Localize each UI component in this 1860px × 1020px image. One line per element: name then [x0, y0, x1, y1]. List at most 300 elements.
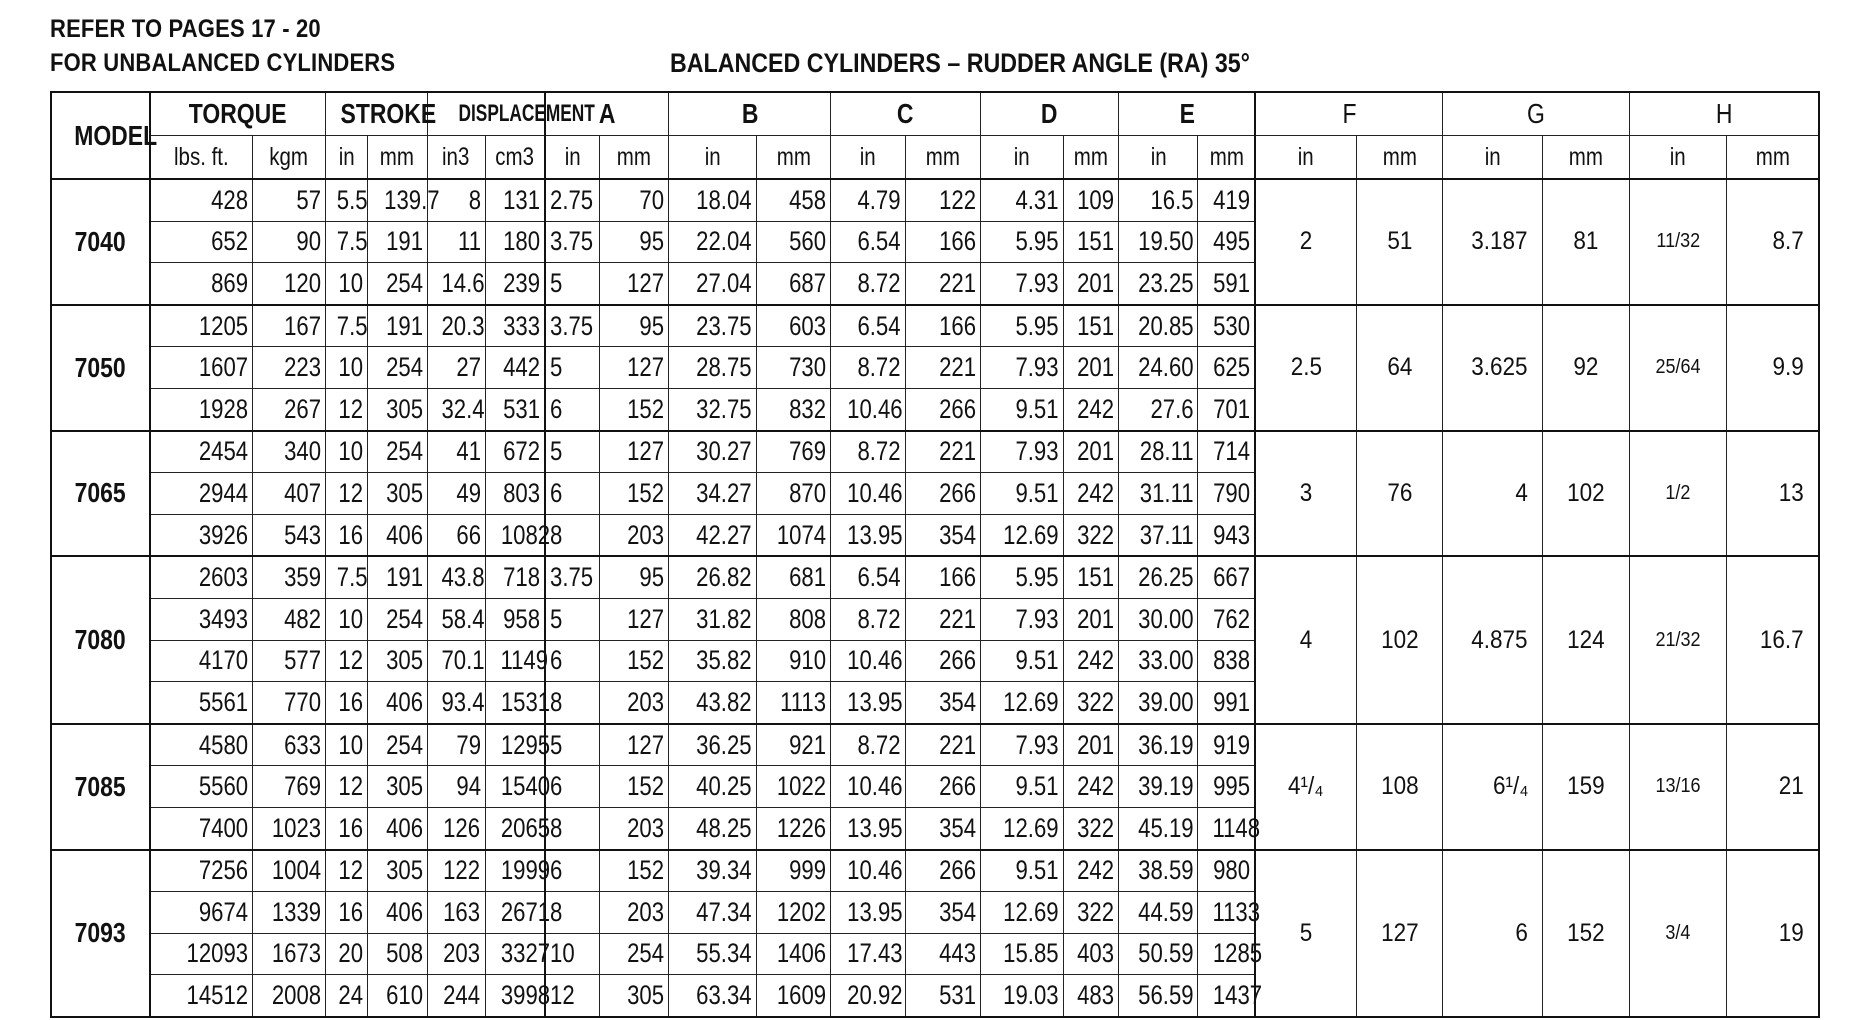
model-cell: 7040 — [51, 179, 150, 305]
table-cell: 7256 — [150, 850, 253, 892]
table-cell: 24 — [325, 975, 367, 1017]
table-cell: 39.00 — [1119, 682, 1198, 724]
cell-h-in: 11/32 — [1630, 179, 1727, 305]
table-cell: 95 — [600, 221, 669, 263]
table-cell: 354 — [905, 807, 980, 849]
table-cell: 66 — [427, 514, 485, 556]
table-cell: 18.04 — [669, 179, 756, 221]
table-cell: 12 — [325, 473, 367, 515]
table-cell: 667 — [1198, 556, 1256, 598]
unit-h-mm: mm — [1726, 136, 1819, 180]
table-cell: 266 — [905, 766, 980, 808]
table-cell: 5 — [545, 724, 600, 766]
table-cell: 191 — [367, 305, 427, 347]
table-cell: 443 — [905, 933, 980, 975]
table-cell: 7.93 — [980, 263, 1063, 305]
table-cell: 322 — [1063, 514, 1119, 556]
table-cell: 27.6 — [1119, 388, 1198, 430]
table-cell: 714 — [1198, 431, 1256, 473]
table-cell: 12.69 — [980, 514, 1063, 556]
table-cell: 508 — [367, 933, 427, 975]
table-cell: 790 — [1198, 473, 1256, 515]
table-cell: 16 — [325, 514, 367, 556]
table-cell: 991 — [1198, 682, 1256, 724]
table-cell: 9.51 — [980, 640, 1063, 682]
table-cell: 23.25 — [1119, 263, 1198, 305]
group-header-e: E — [1119, 92, 1256, 136]
table-cell: 1226 — [756, 807, 831, 849]
table-cell: 127 — [600, 598, 669, 640]
table-cell: 10 — [325, 347, 367, 389]
cell-h-mm: 16.7 — [1726, 556, 1819, 723]
table-row — [51, 431, 1819, 473]
table-cell: 35.82 — [669, 640, 756, 682]
table-cell: 223 — [253, 347, 326, 389]
table-cell: 63.34 — [669, 975, 756, 1017]
refer-note — [50, 12, 395, 80]
table-cell: 1540 — [485, 766, 545, 808]
table-cell: 12 — [325, 850, 367, 892]
table-cell: 152 — [600, 640, 669, 682]
table-cell: 126 — [427, 807, 485, 849]
cell-g-in: 6 — [1443, 850, 1543, 1017]
table-cell: 6.54 — [831, 556, 906, 598]
table-cell: 1285 — [1198, 933, 1256, 975]
table-cell: 22.04 — [669, 221, 756, 263]
table-cell: 681 — [756, 556, 831, 598]
group-header-c: C — [831, 92, 980, 136]
table-cell: 151 — [1063, 305, 1119, 347]
cell-g-mm: 81 — [1542, 179, 1629, 305]
table-cell: 4.31 — [980, 179, 1063, 221]
table-cell: 127 — [600, 431, 669, 473]
table-cell: 482 — [253, 598, 326, 640]
table-cell: 44.59 — [1119, 892, 1198, 934]
cell-g-in: 3.187 — [1443, 179, 1543, 305]
table-cell: 6 — [545, 850, 600, 892]
table-cell: 3327 — [485, 933, 545, 975]
table-cell: 13.95 — [831, 807, 906, 849]
cell-h-in: 21/32 — [1630, 556, 1727, 723]
table-cell: 9.51 — [980, 766, 1063, 808]
group-header-d: D — [980, 92, 1119, 136]
table-cell: 221 — [905, 263, 980, 305]
table-cell: 8 — [545, 807, 600, 849]
table-cell: 151 — [1063, 221, 1119, 263]
table-cell: 27.04 — [669, 263, 756, 305]
table-cell: 28.11 — [1119, 431, 1198, 473]
table-cell: 603 — [756, 305, 831, 347]
table-cell: 39.19 — [1119, 766, 1198, 808]
table-row — [51, 556, 1819, 598]
table-cell: 10 — [325, 724, 367, 766]
table-cell: 3.75 — [545, 556, 600, 598]
cell-f-in: 4¹/₄ — [1255, 724, 1356, 850]
cell-h-in: 25/64 — [1630, 305, 1727, 431]
table-cell: 4580 — [150, 724, 253, 766]
table-cell: 191 — [367, 556, 427, 598]
table-cell: 3998 — [485, 975, 545, 1017]
table-cell: 43.8 — [427, 556, 485, 598]
group-header-f: F — [1255, 92, 1442, 136]
unit-f-in: in — [1255, 136, 1356, 180]
table-row — [51, 724, 1819, 766]
table-cell: 2.75 — [545, 179, 600, 221]
table-cell: 203 — [600, 892, 669, 934]
table-cell: 3493 — [150, 598, 253, 640]
table-cell: 305 — [367, 640, 427, 682]
table-cell: 79 — [427, 724, 485, 766]
table-cell: 12.69 — [980, 682, 1063, 724]
table-cell: 1673 — [253, 933, 326, 975]
cell-f-in: 2.5 — [1255, 305, 1356, 431]
unit-g-mm: mm — [1542, 136, 1629, 180]
table-cell: 24.60 — [1119, 347, 1198, 389]
table-cell: 41 — [427, 431, 485, 473]
table-cell: 1202 — [756, 892, 831, 934]
table-cell: 943 — [1198, 514, 1256, 556]
table-cell: 1149 — [485, 640, 545, 682]
table-cell: 166 — [905, 305, 980, 347]
table-cell: 5560 — [150, 766, 253, 808]
table-cell: 163 — [427, 892, 485, 934]
table-cell: 33.00 — [1119, 640, 1198, 682]
table-cell: 8 — [427, 179, 485, 221]
table-cell: 221 — [905, 598, 980, 640]
table-cell: 20.85 — [1119, 305, 1198, 347]
cell-h-mm: 13 — [1726, 431, 1819, 557]
table-cell: 122 — [427, 850, 485, 892]
table-cell: 340 — [253, 431, 326, 473]
table-cell: 832 — [756, 388, 831, 430]
table-cell: 1074 — [756, 514, 831, 556]
table-cell: 1295 — [485, 724, 545, 766]
table-cell: 203 — [600, 682, 669, 724]
group-header-b: B — [669, 92, 831, 136]
table-cell: 242 — [1063, 766, 1119, 808]
table-cell: 57 — [253, 179, 326, 221]
cell-f-in: 3 — [1255, 431, 1356, 557]
cell-f-in: 2 — [1255, 179, 1356, 305]
table-cell: 718 — [485, 556, 545, 598]
table-cell: 266 — [905, 388, 980, 430]
unit-stroke-mm: mm — [367, 136, 427, 180]
table-cell: 7.5 — [325, 221, 367, 263]
table-cell: 354 — [905, 514, 980, 556]
table-cell: 70.1 — [427, 640, 485, 682]
unit-displacement-in3: in3 — [427, 136, 485, 180]
table-cell: 27 — [427, 347, 485, 389]
table-cell: 9.51 — [980, 473, 1063, 515]
cell-f-mm: 76 — [1356, 431, 1442, 557]
table-cell: 221 — [905, 724, 980, 766]
table-cell: 958 — [485, 598, 545, 640]
table-cell: 26.25 — [1119, 556, 1198, 598]
table-cell: 1607 — [150, 347, 253, 389]
table-cell: 32.75 — [669, 388, 756, 430]
unit-b-mm: mm — [756, 136, 831, 180]
table-cell: 8.72 — [831, 431, 906, 473]
cell-g-mm: 102 — [1542, 431, 1629, 557]
table-cell: 254 — [367, 263, 427, 305]
unit-torque-kgm: kgm — [253, 136, 326, 180]
table-cell: 26.82 — [669, 556, 756, 598]
table-cell: 10.46 — [831, 388, 906, 430]
table-cell: 419 — [1198, 179, 1256, 221]
table-cell: 3.75 — [545, 305, 600, 347]
cell-g-in: 6¹/₄ — [1443, 724, 1543, 850]
cell-h-mm: 21 — [1726, 724, 1819, 850]
table-cell: 11 — [427, 221, 485, 263]
table-cell: 55.34 — [669, 933, 756, 975]
table-cell: 10 — [325, 598, 367, 640]
table-cell: 254 — [367, 431, 427, 473]
unit-a-mm: mm — [600, 136, 669, 180]
table-row — [51, 179, 1819, 221]
table-cell: 254 — [367, 598, 427, 640]
table-cell: 120 — [253, 263, 326, 305]
group-header-a: A — [545, 92, 669, 136]
table-cell: 16 — [325, 892, 367, 934]
table-cell: 9674 — [150, 892, 253, 934]
cell-g-mm: 152 — [1542, 850, 1629, 1017]
cell-f-mm: 64 — [1356, 305, 1442, 431]
table-cell: 2008 — [253, 975, 326, 1017]
table-cell: 43.82 — [669, 682, 756, 724]
table-cell: 203 — [600, 807, 669, 849]
table-cell: 6 — [545, 766, 600, 808]
table-cell: 1609 — [756, 975, 831, 1017]
table-cell: 14.6 — [427, 263, 485, 305]
table-cell: 543 — [253, 514, 326, 556]
table-cell: 10.46 — [831, 473, 906, 515]
table-cell: 322 — [1063, 807, 1119, 849]
group-header-displacement: DISPLACEMENT — [427, 92, 545, 136]
table-cell: 244 — [427, 975, 485, 1017]
group-header-g: G — [1443, 92, 1630, 136]
table-cell: 95 — [600, 305, 669, 347]
table-cell: 203 — [600, 514, 669, 556]
table-cell: 13.95 — [831, 682, 906, 724]
table-cell: 50.59 — [1119, 933, 1198, 975]
table-cell: 730 — [756, 347, 831, 389]
table-cell: 8 — [545, 892, 600, 934]
table-cell: 7.5 — [325, 556, 367, 598]
table-cell: 1437 — [1198, 975, 1256, 1017]
table-cell: 770 — [253, 682, 326, 724]
cell-h-mm: 19 — [1726, 850, 1819, 1017]
table-cell: 305 — [600, 975, 669, 1017]
table-cell: 1022 — [756, 766, 831, 808]
table-cell: 152 — [600, 388, 669, 430]
table-cell: 769 — [253, 766, 326, 808]
table-cell: 808 — [756, 598, 831, 640]
table-cell: 152 — [600, 473, 669, 515]
table-cell: 20 — [325, 933, 367, 975]
table-cell: 254 — [600, 933, 669, 975]
table-cell: 28.75 — [669, 347, 756, 389]
table-cell: 8.72 — [831, 724, 906, 766]
table-cell: 625 — [1198, 347, 1256, 389]
model-header: MODEL — [51, 92, 150, 179]
table-cell: 239 — [485, 263, 545, 305]
group-header-torque: TORQUE — [150, 92, 326, 136]
table-cell: 5.95 — [980, 305, 1063, 347]
table-cell: 1133 — [1198, 892, 1256, 934]
table-cell: 94 — [427, 766, 485, 808]
table-cell: 8 — [545, 514, 600, 556]
table-cell: 109 — [1063, 179, 1119, 221]
table-cell: 5561 — [150, 682, 253, 724]
cell-g-mm: 92 — [1542, 305, 1629, 431]
cell-g-mm: 124 — [1542, 556, 1629, 723]
table-cell: 5 — [545, 263, 600, 305]
table-cell: 12093 — [150, 933, 253, 975]
table-cell: 5.95 — [980, 221, 1063, 263]
unit-f-mm: mm — [1356, 136, 1442, 180]
table-cell: 201 — [1063, 431, 1119, 473]
cell-g-in: 4.875 — [1443, 556, 1543, 723]
table-cell: 201 — [1063, 347, 1119, 389]
table-cell: 921 — [756, 724, 831, 766]
table-cell: 221 — [905, 431, 980, 473]
table-cell: 37.11 — [1119, 514, 1198, 556]
table-cell: 4.79 — [831, 179, 906, 221]
table-cell: 406 — [367, 682, 427, 724]
table-cell: 1113 — [756, 682, 831, 724]
table-cell: 531 — [905, 975, 980, 1017]
table-cell: 49 — [427, 473, 485, 515]
unit-a-in: in — [545, 136, 600, 180]
table-cell: 201 — [1063, 263, 1119, 305]
table-cell: 90 — [253, 221, 326, 263]
table-cell: 610 — [367, 975, 427, 1017]
table-cell: 19.03 — [980, 975, 1063, 1017]
table-cell: 322 — [1063, 682, 1119, 724]
table-cell: 1082 — [485, 514, 545, 556]
unit-stroke-in: in — [325, 136, 367, 180]
table-cell: 7.93 — [980, 724, 1063, 766]
table-cell: 13.95 — [831, 514, 906, 556]
table-cell: 3.75 — [545, 221, 600, 263]
unit-d-in: in — [980, 136, 1063, 180]
table-cell: 2944 — [150, 473, 253, 515]
unit-e-in: in — [1119, 136, 1198, 180]
table-cell: 305 — [367, 388, 427, 430]
table-cell: 2065 — [485, 807, 545, 849]
table-cell: 266 — [905, 640, 980, 682]
table-cell: 12 — [325, 766, 367, 808]
table-cell: 407 — [253, 473, 326, 515]
table-cell: 577 — [253, 640, 326, 682]
cell-f-mm: 51 — [1356, 179, 1442, 305]
table-cell: 139.7 — [367, 179, 427, 221]
table-cell: 999 — [756, 850, 831, 892]
table-cell: 333 — [485, 305, 545, 347]
table-cell: 31.82 — [669, 598, 756, 640]
table-cell: 4170 — [150, 640, 253, 682]
model-cell: 7093 — [51, 850, 150, 1017]
table-cell: 32.4 — [427, 388, 485, 430]
table-cell: 30.27 — [669, 431, 756, 473]
table-cell: 8.72 — [831, 263, 906, 305]
table-cell: 12.69 — [980, 807, 1063, 849]
table-cell: 8 — [545, 682, 600, 724]
unit-e-mm: mm — [1198, 136, 1256, 180]
cell-f-mm: 127 — [1356, 850, 1442, 1017]
table-cell: 16.5 — [1119, 179, 1198, 221]
table-cell: 838 — [1198, 640, 1256, 682]
table-cell: 687 — [756, 263, 831, 305]
cell-h-in: 3/4 — [1630, 850, 1727, 1017]
table-cell: 5 — [545, 347, 600, 389]
cell-h-in: 1/2 — [1630, 431, 1727, 557]
table-cell: 180 — [485, 221, 545, 263]
table-cell: 442 — [485, 347, 545, 389]
table-cell: 131 — [485, 179, 545, 221]
table-cell: 672 — [485, 431, 545, 473]
unit-d-mm: mm — [1063, 136, 1119, 180]
table-cell: 31.11 — [1119, 473, 1198, 515]
table-cell: 13.95 — [831, 892, 906, 934]
table-cell: 7.93 — [980, 431, 1063, 473]
model-cell: 7080 — [51, 556, 150, 723]
table-cell: 95 — [600, 556, 669, 598]
table-cell: 152 — [600, 850, 669, 892]
unit-g-in: in — [1443, 136, 1543, 180]
table-cell: 127 — [600, 263, 669, 305]
table-cell: 201 — [1063, 598, 1119, 640]
table-body — [51, 179, 1819, 1017]
table-cell: 483 — [1063, 975, 1119, 1017]
table-cell: 769 — [756, 431, 831, 473]
table-cell: 354 — [905, 892, 980, 934]
table-cell: 70 — [600, 179, 669, 221]
table-cell: 266 — [905, 850, 980, 892]
unit-displacement-cm3: cm3 — [485, 136, 545, 180]
table-cell: 12 — [545, 975, 600, 1017]
table-cell: 9.51 — [980, 388, 1063, 430]
table-cell: 2603 — [150, 556, 253, 598]
table-cell: 6 — [545, 640, 600, 682]
table-cell: 305 — [367, 850, 427, 892]
table-cell: 531 — [485, 388, 545, 430]
table-cell: 16 — [325, 682, 367, 724]
table-cell: 530 — [1198, 305, 1256, 347]
table-cell: 1928 — [150, 388, 253, 430]
refer-note-line1: REFER TO PAGES 17 - 20 — [50, 15, 321, 43]
cell-g-in: 4 — [1443, 431, 1543, 557]
table-cell: 1205 — [150, 305, 253, 347]
table-cell: 10 — [325, 263, 367, 305]
model-cell: 7065 — [51, 431, 150, 557]
table-cell: 242 — [1063, 388, 1119, 430]
table-cell: 6.54 — [831, 221, 906, 263]
table-cell: 15.85 — [980, 933, 1063, 975]
table-cell: 406 — [367, 892, 427, 934]
table-cell: 910 — [756, 640, 831, 682]
table-cell: 305 — [367, 766, 427, 808]
table-cell: 201 — [1063, 724, 1119, 766]
group-header-h: H — [1630, 92, 1819, 136]
table-cell: 1148 — [1198, 807, 1256, 849]
cell-g-in: 3.625 — [1443, 305, 1543, 431]
table-cell: 221 — [905, 347, 980, 389]
table-cell: 5.5 — [325, 179, 367, 221]
unit-c-in: in — [831, 136, 906, 180]
table-cell: 1023 — [253, 807, 326, 849]
table-cell: 5 — [545, 431, 600, 473]
